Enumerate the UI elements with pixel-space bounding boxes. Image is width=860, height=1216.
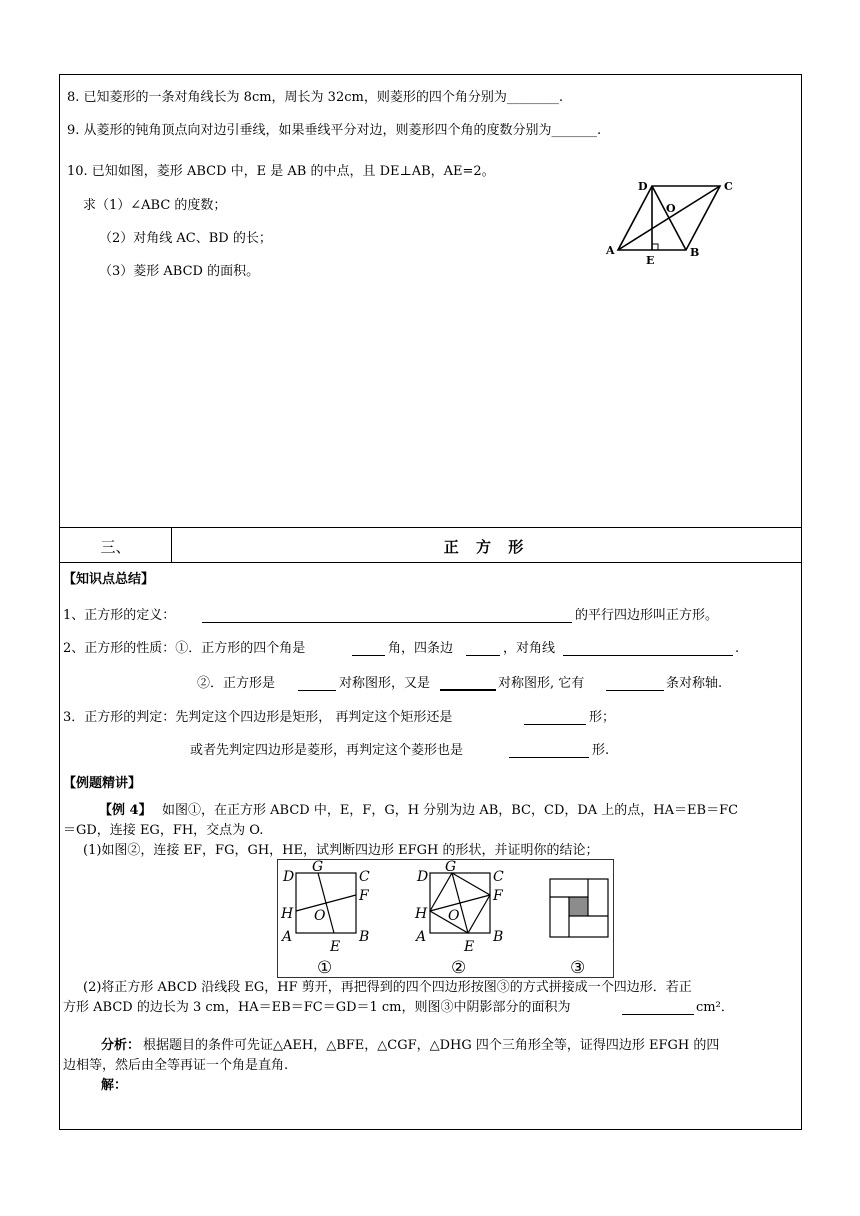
property-1-c: ，对角线 xyxy=(503,641,556,656)
figure-3-shaded-square xyxy=(569,897,588,916)
figure-2-line-hf xyxy=(430,895,490,911)
judgement-1-b: 形； xyxy=(589,710,616,725)
label-e: E xyxy=(646,254,655,267)
property-1-blank-1[interactable] xyxy=(352,655,385,656)
summary-header: 【知识点总结】 xyxy=(63,572,155,587)
fig1-label-c: C xyxy=(359,869,370,885)
judgement-2-b: 形. xyxy=(592,743,610,758)
rhombus-figure xyxy=(600,178,740,268)
property-2-c: 对称图形, 它有 xyxy=(498,676,585,691)
property-1-blank-2[interactable] xyxy=(466,655,500,656)
definition-prefix: 1、正方形的定义： xyxy=(63,608,176,623)
definition-blank[interactable] xyxy=(202,622,572,623)
example-4-line-2: ＝GD，连接 EG，FH，交点为 O. xyxy=(63,823,264,838)
label-a: A xyxy=(606,244,615,257)
right-angle-mark xyxy=(652,244,658,250)
property-2-blank-3[interactable] xyxy=(606,690,664,691)
fig2-label-e: E xyxy=(464,939,475,955)
section-number: 三、 xyxy=(100,538,131,556)
property-1-d: . xyxy=(735,641,740,656)
section-divider-bottom xyxy=(59,562,802,563)
question-8: 8. 已知菱形的一条对角线长为 8cm，周长为 32cm，则菱形的四个角分别为________. xyxy=(67,90,563,105)
answer-blank[interactable] xyxy=(622,1014,694,1015)
label-d: D xyxy=(638,180,648,193)
fig2-label-g: G xyxy=(445,859,457,875)
example-4-question-2-line-2: 方形 ABCD 的边长为 3 cm，HA＝EB＝FC＝GD＝1 cm，则图③中阴影部分的面积为 xyxy=(63,1000,571,1015)
fig2-label-h: H xyxy=(415,906,428,922)
fig1-label-o: O xyxy=(314,908,326,924)
question-10: 10. 已知如图，菱形 ABCD 中，E 是 AB 的中点，且 DE⊥AB，AE=2。 xyxy=(67,164,495,179)
fig2-label-b: B xyxy=(493,929,504,945)
analysis-label: 分析： xyxy=(101,1038,141,1053)
label-c: C xyxy=(724,180,733,193)
example-header: 【例题精讲】 xyxy=(63,776,142,791)
judgement-1-a: 3．正方形的判定：先判定这个四边形是矩形， 再判定这个矩形还是 xyxy=(63,710,453,725)
property-1-blank-3[interactable] xyxy=(563,655,733,656)
question-10-part-3: （3）菱形 ABCD 的面积。 xyxy=(99,264,260,279)
figure-1-number: ① xyxy=(317,958,333,978)
fig1-label-e: E xyxy=(330,939,341,955)
property-2-blank-2[interactable] xyxy=(440,689,496,691)
question-9: 9. 从菱形的钝角顶点向对边引垂线，如果垂线平分对边，则菱形四个角的度数分别为_______. xyxy=(67,123,602,138)
fig2-label-d: D xyxy=(417,869,429,885)
fig1-label-g: G xyxy=(312,859,324,875)
judgement-1-blank[interactable] xyxy=(524,724,586,725)
label-b: B xyxy=(690,246,700,259)
judgement-2-a: 或者先判定四边形是菱形，再判定这个菱形也是 xyxy=(190,743,464,758)
property-1-b: 角，四条边 xyxy=(388,641,454,656)
fig2-label-o: O xyxy=(448,908,460,924)
property-2-blank-1[interactable] xyxy=(298,690,336,691)
square-figures xyxy=(277,859,615,979)
property-2-b: 对称图形，又是 xyxy=(339,676,431,691)
definition-suffix: 的平行四边形叫正方形。 xyxy=(575,608,719,623)
label-o: O xyxy=(666,202,676,215)
fig1-label-a: A xyxy=(282,929,293,945)
property-2-a: ②．正方形是 xyxy=(197,676,276,691)
property-2-d: 条对称轴. xyxy=(666,676,723,691)
fig2-label-c: C xyxy=(493,869,504,885)
fig2-label-f: F xyxy=(493,888,503,904)
example-4-question-1: (1)如图②，连接 EF，FG，GH，HE，试判断四边形 EFGH 的形状，并证明你的结论； xyxy=(83,843,599,858)
solution-label: 解： xyxy=(101,1078,128,1093)
figure-1-line-hf xyxy=(296,895,356,911)
example-4-question-2-line-1: (2)将正方形 ABCD 沿线段 EG，HF 剪开，再把得到的四个四边形按图③的方式拼接成一个四边形．若正 xyxy=(83,980,692,995)
section-title: 正 方 形 xyxy=(443,538,530,556)
fig2-label-a: A xyxy=(416,929,427,945)
fig1-label-f: F xyxy=(359,888,369,904)
fig1-label-h: H xyxy=(281,906,294,922)
judgement-2-blank[interactable] xyxy=(509,757,589,758)
analysis-line-1: 根据题目的条件可先证△AEH，△BFE，△CGF，△DHG 四个三角形全等，证得四边形 EFGH 的四 xyxy=(143,1038,720,1053)
analysis-line-2: 边相等，然后由全等再证一个角是直角. xyxy=(63,1058,289,1073)
fig1-label-b: B xyxy=(359,929,370,945)
diagonal-bd xyxy=(652,186,686,250)
example-4-question-2-unit: cm²． xyxy=(696,1000,734,1015)
figure-3-number: ③ xyxy=(570,958,586,978)
fig1-label-d: D xyxy=(283,869,295,885)
example-4-tag: 【例 4】 xyxy=(99,803,152,818)
figure-2-number: ② xyxy=(451,958,467,978)
example-4-line-1: 如图①，在正方形 ABCD 中，E，F，G，H 分别为边 AB，BC，CD，DA 上的点，HA＝EB＝FC xyxy=(162,803,739,818)
property-1-a: 2、正方形的性质：①．正方形的四个角是 xyxy=(63,641,306,656)
question-10-part-2: （2）对角线 AC、BD 的长； xyxy=(99,231,272,246)
question-10-part-1: 求（1）∠ABC 的度数； xyxy=(83,198,227,213)
